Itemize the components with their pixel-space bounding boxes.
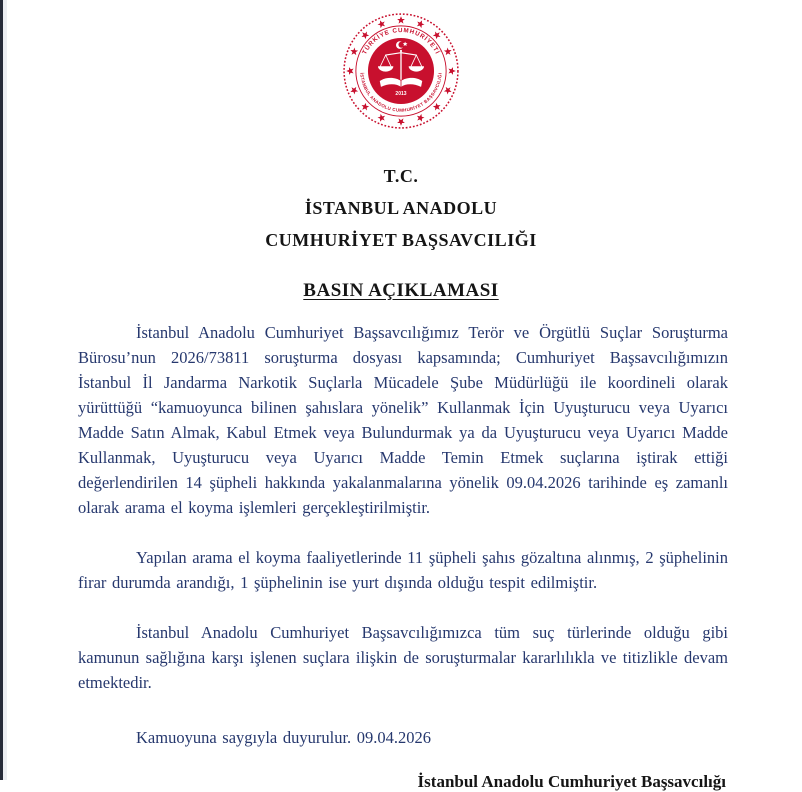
prosecutor-office-emblem	[342, 12, 460, 130]
paragraph-investigation: İstanbul Anadolu Cumhuriyet Başsavcılığımız Terör ve Örgütlü Suçlar Soruşturma Bürosu’nun 2026/73811 soruşturma dosyası kapsamında; Cumhuriyet Başsavcılığımızın İstanbul İl Jandarma Narkotik Suçlarla Mücadele Şube Müdürlüğü ile koordineli olarak yürüttüğü “kamuoyunca bilinen şahıslara yönelik” Kullanmak İçin Uyuşturucu veya Uyarıcı Madde Satın Almak, Kabul Etmek veya Bulundurmak ya da Uyuşturucu veya Uyarıcı Madde Kullanmak, Uyuşturucu veya Uyarıcı Madde Temin Etmek suçlarına iştirak ettiği değerlendirilen 14 şüpheli hakkında yakalanmalarına yönelik 09.04.2026 tarihinde eş zamanlı olarak arama el koyma işlemleri gerçekleştirilmiştir.	[78, 323, 728, 517]
press-release-body	[78, 320, 728, 750]
emblem-bottom-text: İSTANBUL ANADOLU CUMHURİYET BAŞSAVCILIĞI	[359, 72, 443, 113]
letterhead-tc: T.C.	[383, 166, 419, 186]
letterhead	[0, 160, 802, 256]
paragraph-closing-date: Kamuoyuna saygıyla duyurulur. 09.04.2026	[136, 728, 432, 747]
emblem-year: 2013	[395, 91, 407, 98]
letterhead-office: CUMHURİYET BAŞSAVCILIĞI	[265, 230, 537, 250]
signature-office-name: İstanbul Anadolu Cumhuriyet Başsavcılığı	[417, 772, 726, 791]
paragraph-detentions: Yapılan arama el koyma faaliyetlerinde 11 şüpheli şahıs gözaltına alınmış, 2 şüphelinin firar durumda arandığı, 1 şüphelinin ise yurt dışında olduğu tespit edilmiştir.	[78, 548, 728, 592]
emblem-top-text: TÜRKİYE CUMHURİYETİ	[361, 27, 441, 56]
paragraph-commitment: İstanbul Anadolu Cumhuriyet Başsavcılığımızca tüm suç türlerinde olduğu gibi kamunun sağlığına karşı işlenen suçlara ilişkin de soruşturmalar kararlılıkla ve titizlikle devam etmektedir.	[78, 623, 728, 692]
letterhead-city: İSTANBUL ANADOLU	[304, 198, 498, 218]
press-release-title: BASIN AÇIKLAMASI	[303, 280, 499, 301]
justice-seal-icon	[342, 12, 460, 130]
